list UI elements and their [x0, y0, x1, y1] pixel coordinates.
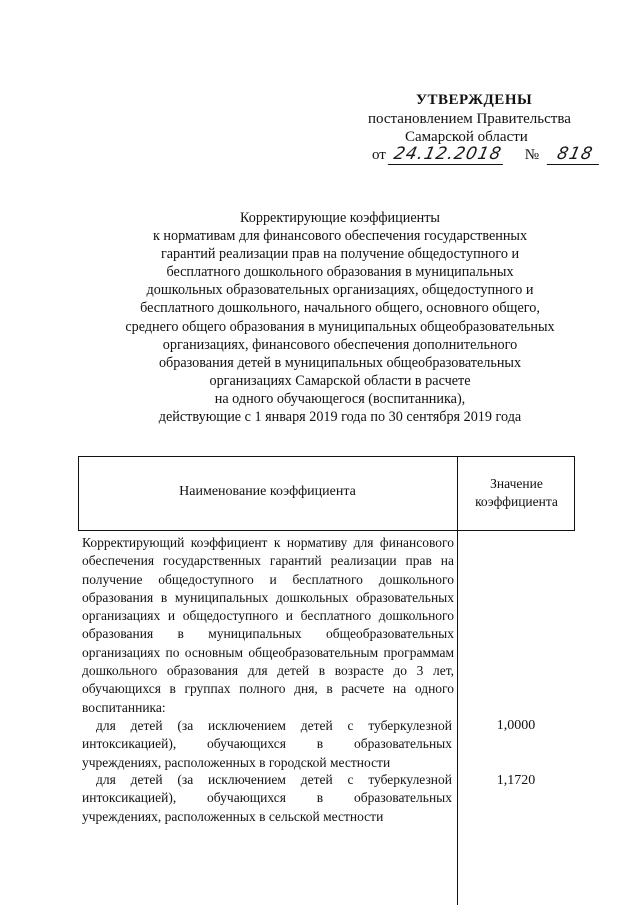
approval-date: 24.12.2018 [387, 144, 507, 165]
title-line: образования детей в муниципальных общеобразовательных [158, 354, 522, 371]
title-line: организациях, финансового обеспечения дополнительного [162, 336, 518, 353]
title-line: бесплатного дошкольного образования в муниципальных [166, 264, 514, 281]
column-header-name: Наименование коэффициента [179, 484, 356, 499]
table-row-value: 1,1720 [496, 773, 536, 788]
approval-date-row [372, 144, 601, 165]
document-title [80, 209, 600, 426]
column-header-value-line: коэффициента [475, 494, 558, 509]
table-row-value: 1,0000 [496, 718, 536, 733]
approval-number: 818 [547, 144, 603, 165]
column-header-value [458, 475, 575, 511]
table-column-divider [457, 456, 458, 905]
title-line: Корректирующие коэффициенты [240, 210, 440, 226]
table-row-label: для детей (за исключением детей с туберкулезной интоксикацией), обучающихся в образовательных учреждениях, расположенных в городской местности [82, 718, 452, 770]
title-line: дошкольных образовательных организациях, общедоступного и [146, 282, 534, 299]
number-label: № [524, 147, 540, 163]
title-line: к нормативам для финансового обеспечения государственных [152, 228, 528, 245]
approved-title: УТВЕРЖДЕНЫ [416, 92, 533, 108]
region-line: Самарской области [405, 129, 528, 145]
title-line: действующие с 1 января 2019 года по 30 сентября 2019 года [158, 409, 522, 426]
title-line: организациях Самарской области в расчете [209, 372, 471, 389]
column-header-value-line: Значение [490, 476, 543, 491]
title-line: бесплатного дошкольного, начального общего, основного общего, [140, 300, 540, 317]
title-line: гарантий реализации прав на получение общедоступного и [160, 246, 520, 263]
title-line: среднего общего образования в муниципальных общеобразовательных [125, 318, 555, 335]
approved-by-line: постановлением Правительства [368, 111, 571, 127]
table-row-label: для детей (за исключением детей с туберкулезной интоксикацией), обучающихся в образовательных учреждениях, расположенных в сельской местности [82, 772, 452, 824]
coefficient-description: Корректирующий коэффициент к нормативу для финансового обеспечения государственных гарантий реализации прав на получение общедоступного и бесплатного дошкольного образования в муниципальных дошкольных образовательных организациях и общедоступного и бесплатного дошкольного образования в муниципальных общеобразовательных организациях по основным общеобразовательным программам дошкольного образования для детей в возрасте до 3 лет, обучающихся в группах полного дня, в расчете на одного воспитанника: [82, 535, 454, 715]
date-prefix: от [372, 147, 386, 163]
title-line: на одного обучающегося (воспитанника), [214, 390, 466, 407]
